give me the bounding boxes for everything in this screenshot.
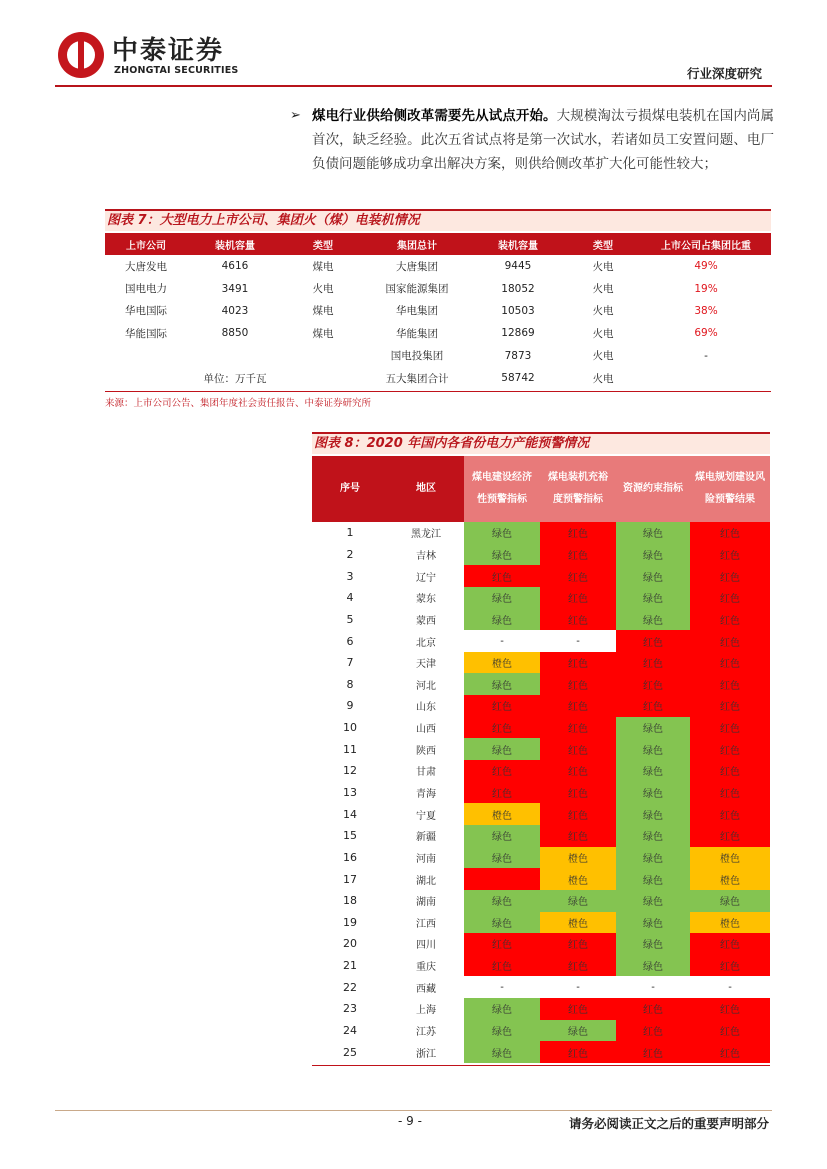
status-cell: 红色 bbox=[690, 544, 770, 566]
region-cell: 吉林 bbox=[416, 550, 436, 562]
status-cell: 绿色 bbox=[616, 738, 690, 760]
figure7-header-cell: 集团总计 bbox=[363, 233, 471, 255]
status-cell: 绿色 bbox=[464, 738, 540, 760]
status-cell: 红色 bbox=[540, 565, 616, 587]
status-cell: 红色 bbox=[690, 695, 770, 717]
row-index-cell: 24 bbox=[343, 1024, 357, 1038]
figure8-table bbox=[312, 456, 770, 1063]
table-row bbox=[312, 890, 770, 912]
row-index-cell: 3 bbox=[346, 569, 354, 583]
row-index-cell: 23 bbox=[343, 1002, 357, 1016]
row-index-cell: 20 bbox=[343, 937, 357, 951]
status-cell: 绿色 bbox=[464, 890, 540, 912]
figure7-cell bbox=[641, 367, 771, 389]
status-cell: 绿色 bbox=[464, 847, 540, 869]
region-cell: 蒙西 bbox=[416, 615, 436, 627]
status-cell: 绿色 bbox=[616, 868, 690, 890]
status-cell: 红色 bbox=[690, 609, 770, 631]
figure7-cell: 7873 bbox=[504, 349, 532, 362]
figure8-header-cell: 序号 bbox=[312, 456, 388, 522]
table-row bbox=[312, 738, 770, 760]
region-cell: 青海 bbox=[416, 789, 436, 800]
table-row bbox=[312, 630, 770, 652]
figure7-cell: 五大集团合计 bbox=[385, 372, 449, 385]
status-cell: 红色 bbox=[690, 738, 770, 760]
figure7-cell: 国电投集团 bbox=[390, 350, 444, 363]
figure7-cell: 4023 bbox=[221, 304, 249, 317]
status-cell: 绿色 bbox=[616, 609, 690, 631]
figure7-cell bbox=[283, 345, 363, 367]
figure7-cell: 火电 bbox=[592, 372, 614, 385]
figure7-cell: 12869 bbox=[501, 327, 535, 340]
row-index-cell: 2 bbox=[346, 547, 354, 561]
status-cell: 绿色 bbox=[616, 955, 690, 977]
region-cell: 江苏 bbox=[416, 1027, 436, 1039]
table-row bbox=[312, 998, 770, 1020]
region-cell: 北京 bbox=[416, 637, 436, 649]
figure7-cell: 华能国际 bbox=[125, 327, 167, 340]
region-cell: 辽宁 bbox=[416, 572, 436, 584]
status-cell: 红色 bbox=[690, 1041, 770, 1063]
status-cell: 红色 bbox=[540, 955, 616, 977]
status-cell: 绿色 bbox=[616, 890, 690, 912]
figure7-cell: 火电 bbox=[592, 350, 614, 363]
company-logo bbox=[58, 30, 258, 84]
status-cell: 红色 bbox=[690, 673, 770, 695]
status-cell: 绿色 bbox=[616, 587, 690, 609]
figure7-header-cell: 上市公司占集团比重 bbox=[641, 233, 771, 255]
status-cell: - bbox=[464, 976, 540, 998]
figure7-cell: 华电国际 bbox=[125, 305, 167, 318]
row-index-cell: 10 bbox=[343, 721, 357, 735]
figure7-header-cell: 类型 bbox=[283, 233, 363, 255]
logo-english-name: ZHONGTAI SECURITIES bbox=[114, 65, 239, 76]
table-row bbox=[312, 522, 770, 544]
status-cell: 红色 bbox=[540, 738, 616, 760]
status-cell: 绿色 bbox=[616, 717, 690, 739]
row-index-cell: 16 bbox=[343, 850, 357, 864]
table-row bbox=[312, 587, 770, 609]
status-cell: 绿色 bbox=[464, 1020, 540, 1042]
figure7-cell: 大唐集团 bbox=[396, 260, 438, 273]
status-cell: 橙色 bbox=[690, 912, 770, 934]
figure7-cell: 国家能源集团 bbox=[385, 283, 449, 296]
figure7-cell: - bbox=[704, 349, 708, 362]
region-cell: 蒙东 bbox=[416, 594, 436, 606]
status-cell: 橙色 bbox=[464, 803, 540, 825]
table-row bbox=[105, 277, 771, 299]
status-cell: 绿色 bbox=[464, 587, 540, 609]
status-cell: 红色 bbox=[464, 782, 540, 804]
status-cell: - bbox=[464, 630, 540, 652]
row-index-cell: 19 bbox=[343, 915, 357, 929]
figure7-cell: 8850 bbox=[221, 327, 249, 340]
row-index-cell: 4 bbox=[346, 591, 354, 605]
region-cell: 黑龙江 bbox=[411, 529, 441, 541]
figure7-cell: 火电 bbox=[312, 283, 334, 296]
row-index-cell: 8 bbox=[346, 677, 354, 691]
row-index-cell: 13 bbox=[343, 786, 357, 799]
status-cell: 绿色 bbox=[464, 912, 540, 934]
figure7-cell: 4616 bbox=[221, 260, 249, 273]
figure8-header-cell: 资源约束指标 bbox=[616, 456, 690, 522]
region-cell: 天津 bbox=[416, 659, 436, 671]
status-cell: 绿色 bbox=[464, 1041, 540, 1063]
status-cell: 红色 bbox=[540, 522, 616, 544]
region-cell: 四川 bbox=[416, 940, 436, 952]
status-cell: 红色 bbox=[690, 933, 770, 955]
region-cell: 甘肃 bbox=[416, 767, 436, 779]
status-cell: 红色 bbox=[540, 782, 616, 804]
status-cell: 绿色 bbox=[540, 890, 616, 912]
header-divider bbox=[55, 85, 772, 87]
status-cell: 红色 bbox=[540, 673, 616, 695]
status-cell: 红色 bbox=[690, 565, 770, 587]
status-cell: 红色 bbox=[540, 544, 616, 566]
status-cell: 绿色 bbox=[616, 933, 690, 955]
status-cell: 红色 bbox=[690, 630, 770, 652]
table-row bbox=[312, 1020, 770, 1042]
status-cell: 绿色 bbox=[616, 544, 690, 566]
table-row bbox=[105, 255, 771, 277]
figure7-cell bbox=[187, 345, 283, 367]
status-cell: 橙色 bbox=[540, 847, 616, 869]
table-row bbox=[312, 544, 770, 566]
status-cell: 红色 bbox=[616, 998, 690, 1020]
figure7-cell: 38% bbox=[694, 304, 718, 317]
status-cell: 红色 bbox=[540, 609, 616, 631]
figure7-cell: 煤电 bbox=[312, 260, 334, 273]
figure7-cell: 火电 bbox=[592, 327, 614, 340]
figure7-cell: 华能集团 bbox=[396, 327, 438, 340]
status-cell: 绿色 bbox=[616, 803, 690, 825]
row-index-cell: 5 bbox=[346, 612, 354, 626]
table-row bbox=[105, 345, 771, 367]
status-cell: 绿色 bbox=[464, 522, 540, 544]
status-cell: 红色 bbox=[690, 587, 770, 609]
row-index-cell: 17 bbox=[343, 872, 357, 886]
figure7-cell: 18052 bbox=[501, 282, 535, 295]
row-index-cell: 6 bbox=[346, 634, 354, 648]
status-cell: 红色 bbox=[540, 587, 616, 609]
status-cell: 绿色 bbox=[540, 1020, 616, 1042]
table-row bbox=[312, 695, 770, 717]
status-cell: 绿色 bbox=[616, 565, 690, 587]
figure8-title: 图表 8：2020 年国内各省份电力产能预警情况 bbox=[312, 432, 770, 454]
bullet-lead: 煤电行业供给侧改革需要先从试点开始。 bbox=[312, 108, 557, 124]
status-cell: 橙色 bbox=[540, 868, 616, 890]
status-cell: 红色 bbox=[690, 825, 770, 847]
status-cell: 绿色 bbox=[464, 544, 540, 566]
status-cell: 绿色 bbox=[616, 912, 690, 934]
status-cell: 红色 bbox=[690, 1020, 770, 1042]
region-cell: 西藏 bbox=[416, 983, 436, 995]
figure7-source: 来源：上市公司公告、集团年度社会责任报告、中泰证券研究所 bbox=[105, 398, 372, 409]
status-cell: 绿色 bbox=[616, 825, 690, 847]
status-cell: 红色 bbox=[616, 1041, 690, 1063]
figure7-cell bbox=[105, 367, 187, 389]
status-cell: 红色 bbox=[690, 760, 770, 782]
table-row bbox=[105, 322, 771, 344]
figure7-header-cell: 上市公司 bbox=[105, 233, 187, 255]
figure7-cell: 大唐发电 bbox=[125, 260, 167, 273]
status-cell: 红色 bbox=[690, 998, 770, 1020]
status-cell bbox=[464, 868, 540, 890]
row-index-cell: 18 bbox=[343, 894, 357, 908]
status-cell: 红色 bbox=[690, 652, 770, 674]
status-cell: 绿色 bbox=[616, 760, 690, 782]
region-cell: 山西 bbox=[416, 724, 436, 736]
status-cell: 红色 bbox=[616, 695, 690, 717]
status-cell: 绿色 bbox=[464, 998, 540, 1020]
row-index-cell: 22 bbox=[343, 980, 357, 994]
figure7-cell: 3491 bbox=[221, 282, 249, 295]
figure8-header-cell: 地区 bbox=[388, 456, 464, 522]
status-cell: 红色 bbox=[690, 782, 770, 804]
bullet-paragraph bbox=[312, 104, 774, 176]
figure7-cell: 10503 bbox=[501, 304, 535, 317]
table-row bbox=[312, 782, 770, 804]
figure7-cell: 火电 bbox=[592, 305, 614, 318]
figure7-bottom-rule bbox=[105, 391, 771, 392]
status-cell: 橙色 bbox=[540, 912, 616, 934]
status-cell: - bbox=[540, 976, 616, 998]
status-cell: 绿色 bbox=[616, 522, 690, 544]
figure7-cell bbox=[283, 367, 363, 389]
figure8-header-cell: 煤电建设经济性预警指标 bbox=[464, 456, 540, 522]
row-index-cell: 25 bbox=[343, 1045, 357, 1059]
table-row bbox=[312, 673, 770, 695]
status-cell: 红色 bbox=[540, 1041, 616, 1063]
table-row bbox=[312, 1041, 770, 1063]
status-cell: 红色 bbox=[540, 825, 616, 847]
status-cell: 红色 bbox=[540, 717, 616, 739]
region-cell: 河南 bbox=[416, 853, 436, 865]
status-cell: 红色 bbox=[464, 717, 540, 739]
table-row bbox=[312, 868, 770, 890]
row-index-cell: 11 bbox=[343, 742, 357, 756]
table-row bbox=[312, 847, 770, 869]
status-cell: 红色 bbox=[464, 695, 540, 717]
status-cell: - bbox=[616, 976, 690, 998]
footer-disclaimer: 请务必阅读正文之后的重要声明部分 bbox=[568, 1116, 769, 1131]
table-row bbox=[312, 717, 770, 739]
status-cell: 红色 bbox=[464, 565, 540, 587]
status-cell: 红色 bbox=[690, 803, 770, 825]
table-row bbox=[312, 803, 770, 825]
table-row bbox=[312, 912, 770, 934]
figure7-cell: 69% bbox=[694, 327, 718, 340]
logo-chinese-name: 中泰证券 bbox=[112, 36, 225, 66]
status-cell: 红色 bbox=[540, 760, 616, 782]
table-row bbox=[312, 955, 770, 977]
row-index-cell: 7 bbox=[346, 656, 354, 670]
status-cell: 红色 bbox=[690, 717, 770, 739]
region-cell: 重庆 bbox=[416, 962, 436, 974]
report-type-label: 行业深度研究 bbox=[686, 66, 762, 81]
region-cell: 湖北 bbox=[416, 875, 436, 887]
table-row bbox=[312, 609, 770, 631]
figure7-cell: 火电 bbox=[592, 260, 614, 273]
region-cell: 江西 bbox=[416, 918, 436, 930]
table-row bbox=[312, 933, 770, 955]
status-cell: 绿色 bbox=[464, 609, 540, 631]
status-cell: 绿色 bbox=[464, 673, 540, 695]
figure7-cell: 煤电 bbox=[312, 305, 334, 318]
figure7-title: 图表 7：大型电力上市公司、集团火（煤）电装机情况 bbox=[105, 209, 771, 231]
status-cell: 橙色 bbox=[690, 847, 770, 869]
figure7-cell: 9445 bbox=[504, 260, 532, 273]
status-cell: 红色 bbox=[616, 1020, 690, 1042]
status-cell: 红色 bbox=[690, 522, 770, 544]
status-cell: 红色 bbox=[540, 933, 616, 955]
status-cell: 红色 bbox=[616, 630, 690, 652]
region-cell: 新疆 bbox=[416, 832, 436, 844]
figure7-cell: 华电集团 bbox=[396, 305, 438, 318]
figure7-cell bbox=[105, 345, 187, 367]
status-cell: 红色 bbox=[540, 803, 616, 825]
table-row bbox=[312, 652, 770, 674]
zhongtai-logo-icon bbox=[58, 32, 104, 78]
status-cell: 橙色 bbox=[464, 652, 540, 674]
region-cell: 陕西 bbox=[416, 745, 436, 757]
status-cell: 红色 bbox=[464, 760, 540, 782]
status-cell: 绿色 bbox=[690, 890, 770, 912]
figure7-cell: 49% bbox=[694, 260, 718, 273]
figure7-cell: 19% bbox=[694, 282, 718, 295]
figure8-header-cell: 煤电装机充裕度预警指标 bbox=[540, 456, 616, 522]
status-cell: 绿色 bbox=[616, 847, 690, 869]
row-index-cell: 15 bbox=[343, 829, 357, 843]
figure7-table bbox=[105, 233, 771, 389]
page-number: - 9 - bbox=[398, 1114, 422, 1128]
status-cell: 红色 bbox=[540, 998, 616, 1020]
figure7-header-cell: 装机容量 bbox=[471, 233, 565, 255]
status-cell: 红色 bbox=[690, 955, 770, 977]
status-cell: 红色 bbox=[464, 933, 540, 955]
figure8-bottom-rule bbox=[312, 1065, 770, 1066]
table-row bbox=[105, 300, 771, 322]
row-index-cell: 9 bbox=[346, 699, 354, 713]
status-cell: 绿色 bbox=[464, 825, 540, 847]
figure7-cell: 国电电力 bbox=[125, 283, 167, 296]
figure7-cell: 火电 bbox=[592, 283, 614, 296]
table-row bbox=[312, 825, 770, 847]
footer-divider bbox=[55, 1110, 772, 1111]
figure8-header-cell: 煤电规划建设风险预警结果 bbox=[690, 456, 770, 522]
bullet-arrow-icon: ➢ bbox=[290, 108, 301, 123]
row-index-cell: 12 bbox=[343, 764, 357, 778]
status-cell: 橙色 bbox=[690, 868, 770, 890]
status-cell: 红色 bbox=[540, 695, 616, 717]
status-cell: 红色 bbox=[616, 652, 690, 674]
figure7-header-cell: 装机容量 bbox=[187, 233, 283, 255]
status-cell: 红色 bbox=[464, 955, 540, 977]
table-row bbox=[312, 976, 770, 998]
row-index-cell: 1 bbox=[346, 526, 354, 540]
region-cell: 浙江 bbox=[416, 1048, 436, 1060]
row-index-cell: 14 bbox=[343, 807, 357, 821]
figure7-cell: 58742 bbox=[501, 372, 535, 385]
status-cell: 红色 bbox=[616, 673, 690, 695]
figure7-cell: 单位：万千瓦 bbox=[203, 372, 267, 385]
row-index-cell: 21 bbox=[343, 959, 357, 973]
table-row bbox=[105, 367, 771, 389]
status-cell: 红色 bbox=[540, 652, 616, 674]
status-cell: - bbox=[690, 976, 770, 998]
table-row bbox=[312, 760, 770, 782]
bullet-body: 大规模淘汰亏损煤电装机在国内尚属首次，缺乏经验。此次五省试点将是第一次试水，若诸如员工安置问题、电厂负债问题能够成功拿出解决方案，则供给侧改革扩大化可能性较大； bbox=[312, 108, 775, 172]
region-cell: 上海 bbox=[416, 1005, 436, 1017]
region-cell: 河北 bbox=[416, 680, 436, 692]
region-cell: 湖南 bbox=[416, 897, 436, 909]
status-cell: 绿色 bbox=[616, 782, 690, 804]
region-cell: 宁夏 bbox=[416, 810, 436, 822]
figure7-header-cell: 类型 bbox=[565, 233, 641, 255]
status-cell: - bbox=[540, 630, 616, 652]
figure7-cell: 煤电 bbox=[312, 327, 334, 340]
table-row bbox=[312, 565, 770, 587]
region-cell: 山东 bbox=[416, 702, 436, 714]
